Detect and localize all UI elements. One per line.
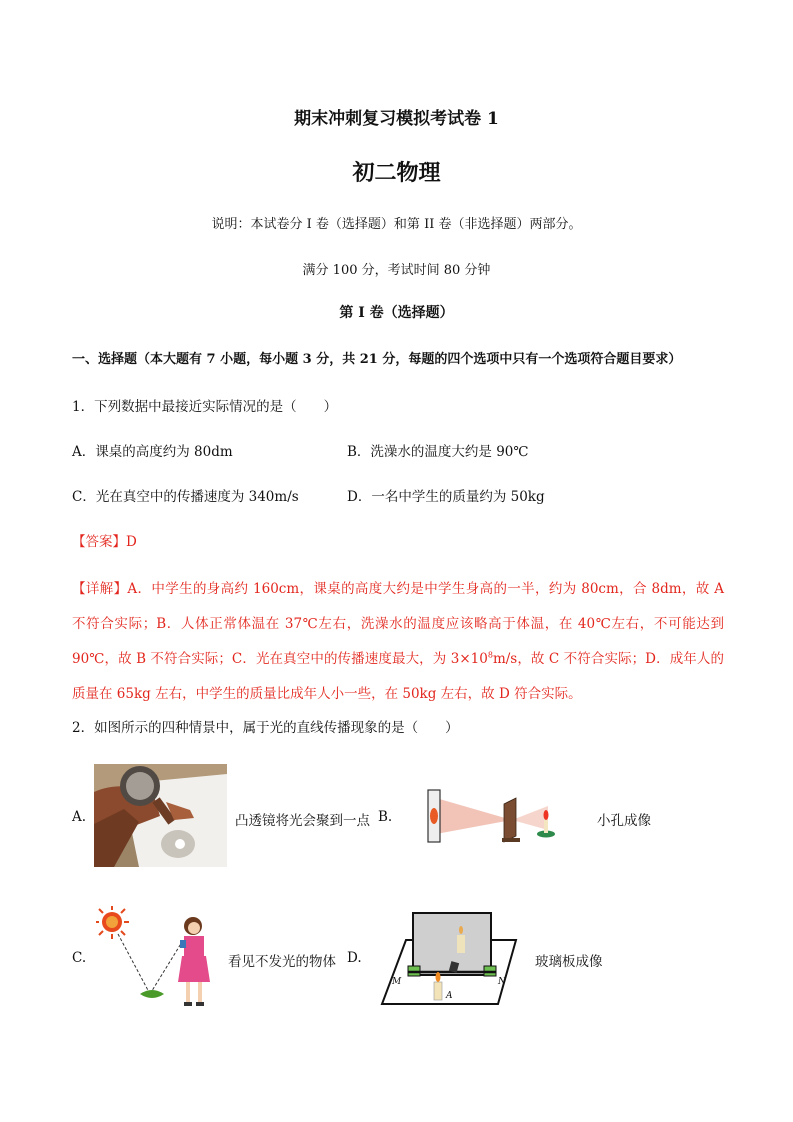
q1-option-d: D．一名中学生的质量约为 50kg [347, 489, 545, 505]
glass-plate-figure [380, 910, 520, 1008]
q2-option-c-letter: C. [72, 950, 87, 966]
see-object-figure [96, 906, 221, 1010]
section-title: 第 I 卷（选择题） [339, 305, 454, 321]
exam-score-info: 满分 100 分，考试时间 80 分钟 [302, 263, 491, 278]
q2-option-c-caption: 看见不发光的物体 [228, 954, 336, 970]
q2-option-b-letter: B. [378, 809, 393, 825]
q2-option-b-caption: 小孔成像 [597, 813, 651, 829]
q2-stem: 2．如图所示的四种情景中，属于光的直线传播现象的是（ ） [72, 720, 459, 736]
q1-detail-part2: m/s，故 C 不符合实际；D．成年人的质量在 65kg 左右，中学生的质量比成年人小一些，在 50kg 左右，故 D 符合实际。 [72, 651, 725, 702]
section-heading: 一、选择题（本大题有 7 小题，每小题 3 分，共 21 分，每题的四个选项中只有一个选项符合题目要求） [72, 352, 682, 367]
label-m: M [392, 977, 402, 987]
magnifier-photo [94, 764, 227, 867]
q1-detail [72, 572, 724, 712]
q1-detail-part1: A．中学生的身高约 160cm，课桌的高度大约是中学生身高的一半，约为 80cm，合 8dm，故 A 不符合实际；B．人体正常体温在 37℃左右，洗澡水的温度应该略高于体温，在 40℃左右，不可能达到 90℃，故 B 不符合实际；C．光在真空中的传播速度最大，为 3×10 [72, 581, 724, 667]
q2-option-a-letter: A. [72, 809, 87, 825]
q1-detail-sup: 8 [487, 650, 493, 660]
q1-option-b: B．洗澡水的温度大约是 90℃ [347, 444, 529, 460]
q2-option-d-caption: 玻璃板成像 [535, 954, 603, 970]
pinhole-camera-figure [420, 778, 560, 848]
q1-answer: 【答案】D [72, 534, 137, 550]
exam-title: 期末冲刺复习模拟考试卷 1 [294, 109, 499, 129]
q1-option-a: A．课桌的高度约为 80dm [72, 444, 233, 460]
q1-detail-label: 【详解】 [72, 581, 128, 597]
label-a: A [446, 991, 453, 1001]
q1-option-c: C．光在真空中的传播速度为 340m/s [72, 489, 299, 505]
q1-stem: 1．下列数据中最接近实际情况的是（ ） [72, 399, 338, 415]
exam-note: 说明：本试卷分 I 卷（选择题）和第 II 卷（非选择题）两部分。 [211, 217, 582, 232]
q2-option-a-caption: 凸透镜将光会聚到一点 [235, 813, 370, 829]
q2-option-d-letter: D. [347, 950, 362, 966]
subject-title: 初二物理 [352, 160, 441, 186]
label-n: N [498, 977, 506, 987]
